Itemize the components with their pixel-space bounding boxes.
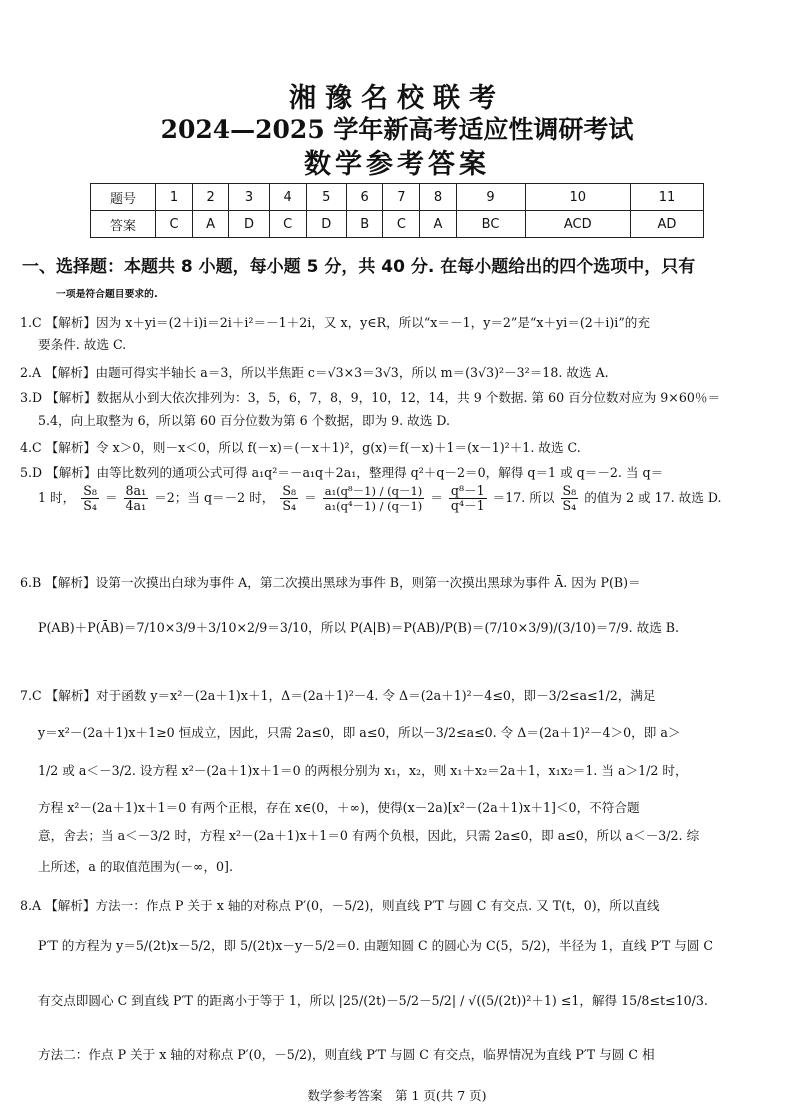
section-heading-line2: 一项是符合题目要求的. (56, 289, 158, 300)
q5-line1: 5.D 【解析】由等比数列的通项公式可得 a₁q²＝－a₁q＋2a₁，整理得 q²＋q－2＝0，解得 q＝1 或 q＝－2. 当 q＝ (20, 465, 664, 480)
denominator: q⁴－1 (450, 498, 485, 513)
q7-line6: 上所述，a 的取值范围为(－∞，0]. (38, 859, 233, 874)
denominator: 4a₁ (125, 498, 147, 513)
answer-cell: BC (456, 211, 525, 238)
q7-line3: 1/2 或 a＜－3/2. 设方程 x²－(2a＋1)x＋1＝0 的两根分别为 x₁，x₂，则 x₁＋x₂＝2a＋1，x₁x₂＝1. 当 a＞1/2 时， (38, 763, 688, 778)
denominator: S₄ (282, 498, 297, 513)
answer-cell: D (306, 211, 346, 238)
qnum-cell: 6 (347, 184, 383, 211)
denominator: S₄ (562, 498, 577, 513)
exam-union-title: 湘豫名校联考 (289, 83, 505, 114)
qnum-cell: 8 (420, 184, 456, 211)
fraction (81, 484, 99, 513)
answer-table (90, 183, 704, 238)
numerator: S₈ (562, 483, 577, 498)
q3-line1: 3.D 【解析】数据从小到大依次排列为：3，5，6，7，8，9，10，12，14，共 9 个数据. 第 60 百分位数对应为 9×60％＝ (20, 390, 721, 405)
qnum-cell: 10 (525, 184, 630, 211)
q2-line: 2.A 【解析】由题可得实半轴长 a＝3，所以半焦距 c＝√3×3＝3√3，所以 m＝(3√3)²－3²＝18. 故选 A. (20, 365, 609, 380)
fraction (449, 484, 487, 513)
answer-table-answer-row (91, 211, 704, 238)
numerator: S₈ (83, 483, 97, 498)
row-label-answer: 答案 (91, 211, 156, 238)
q5-text: ＝17. 所以 (492, 490, 555, 505)
q6-line1: 6.B 【解析】设第一次摸出白球为事件 A，第二次摸出黑球为事件 B，则第一次摸出黑球为事件 Ā. 因为 P(B)＝ (20, 575, 641, 590)
answer-cell: C (269, 211, 306, 238)
q5-text: 1 时， (38, 490, 76, 505)
row-label-question: 题号 (91, 184, 156, 211)
numerator: a₁(q⁸－1) / (q－1) (324, 484, 423, 498)
qnum-cell: 5 (306, 184, 346, 211)
q7-line1: 7.C 【解析】对于函数 y＝x²－(2a＋1)x＋1，Δ＝(2a＋1)²－4. 令 Δ＝(2a＋1)²－4≤0，即－3/2≤a≤1/2，满足 (20, 688, 656, 703)
q7-line4: 方程 x²－(2a＋1)x＋1＝0 有两个正根，存在 x∈(0，＋∞)，使得(x－2a)[x²－(2a＋1)x＋1]＜0，不符合题 (38, 800, 640, 815)
q8-line3: 有交点即圆心 C 到直线 P′T 的距离小于等于 1，所以 |25/(2t)－5/2－5/2| / √((5/(2t))²＋1) ≤1，解得 15/8≤t≤10/3. (38, 993, 708, 1008)
q5-text: ＝ (430, 490, 443, 505)
denominator: S₄ (83, 498, 97, 513)
section-heading (22, 253, 782, 309)
answer-cell: A (420, 211, 456, 238)
answer-cell: A (192, 211, 228, 238)
answer-cell: B (347, 211, 383, 238)
answer-cell: C (383, 211, 420, 238)
q5-text: ＝2；当 q＝－2 时， (154, 490, 275, 505)
answer-table-number-row (91, 184, 704, 211)
q8-line1: 8.A 【解析】方法一：作点 P 关于 x 轴的对称点 P′(0，－5/2)，则直线 P′T 与圆 C 有交点. 又 T(t，0)，所以直线 (20, 898, 660, 913)
qnum-cell: 11 (630, 184, 703, 211)
answer-cell: ACD (525, 211, 630, 238)
answer-cell: AD (630, 211, 703, 238)
q5-text: 的值为 2 或 17. 故选 D. (584, 490, 722, 505)
q6-line2: P(AB)＋P(ĀB)＝7/10×3/9＋3/10×2/9＝3/10，所以 P(A|B)＝P(AB)/P(B)＝(7/10×3/9)/(3/10)＝7/9. 故选 B. (38, 620, 680, 635)
qnum-cell: 4 (269, 184, 306, 211)
page-footer: 数学参考答案 第 1 页(共 7 页) (307, 1088, 487, 1103)
q1-line1: 1.C 【解析】因为 x＋yi＝(2＋i)i＝2i＋i²＝－1＋2i，又 x，y∈R，所以“x＝－1，y＝2”是“x＋yi＝(2＋i)i”的充 (20, 315, 650, 330)
q7-line2: y＝x²－(2a＋1)x＋1≥0 恒成立，因此，只需 2a≤0，即 a≤0，所以－3/2≤a≤0. 令 Δ＝(2a＋1)²－4＞0，即 a＞ (38, 725, 681, 740)
q5-text: ＝ (104, 490, 118, 505)
q8-line2: P′T 的方程为 y＝5/(2t)x－5/2，即 5/(2t)x－y－5/2＝0. 由题知圆 C 的圆心为 C(5，5/2)，半径为 1，直线 P′T 与圆 C (38, 938, 714, 953)
qnum-cell: 2 (192, 184, 228, 211)
numerator: 8a₁ (125, 483, 147, 498)
q3-line2: 5.4，向上取整为 6，所以第 60 百分位数为第 6 个数据，即为 9. 故选 D. (38, 413, 451, 428)
denominator: a₁(q⁴－1) / (q－1) (324, 499, 423, 513)
exam-name-title: 2024—2025 学年新高考适应性调研考试 (160, 115, 634, 144)
q1-line2: 要条件. 故选 C. (38, 337, 127, 352)
fraction (561, 484, 579, 513)
q7-line5: 意，舍去；当 a＜－3/2 时，方程 x²－(2a＋1)x＋1＝0 有两个负根，因此，只需 2a≤0，即 a≤0，所以 a＜－3/2. 综 (38, 828, 700, 843)
numerator: S₈ (282, 483, 297, 498)
q8-line4: 方法二：作点 P 关于 x 轴的对称点 P′(0，－5/2)，则直线 P′T 与圆 C 有交点，临界情况为直线 P′T 与圆 C 相 (38, 1047, 655, 1062)
numerator: q⁸－1 (450, 483, 485, 498)
answer-cell: D (229, 211, 269, 238)
qnum-cell: 7 (383, 184, 420, 211)
compound-fraction (323, 484, 425, 513)
qnum-cell: 3 (229, 184, 269, 211)
answer-key-title: 数学参考答案 (304, 149, 490, 180)
q5-line2 (38, 484, 721, 513)
section-heading-line1: 一、选择题：本题共 8 小题，每小题 5 分，共 40 分. 在每小题给出的四个选项中，只有 (22, 257, 696, 277)
q4-line: 4.C 【解析】令 x＞0，则－x＜0，所以 f(－x)＝(－x＋1)²，g(x)＝f(－x)＋1＝(x－1)²＋1. 故选 C. (20, 440, 581, 455)
fraction (124, 484, 149, 513)
q5-text: ＝ (304, 490, 317, 505)
fraction (280, 484, 298, 513)
answer-cell: C (156, 211, 193, 238)
qnum-cell: 1 (156, 184, 193, 211)
qnum-cell: 9 (456, 184, 525, 211)
